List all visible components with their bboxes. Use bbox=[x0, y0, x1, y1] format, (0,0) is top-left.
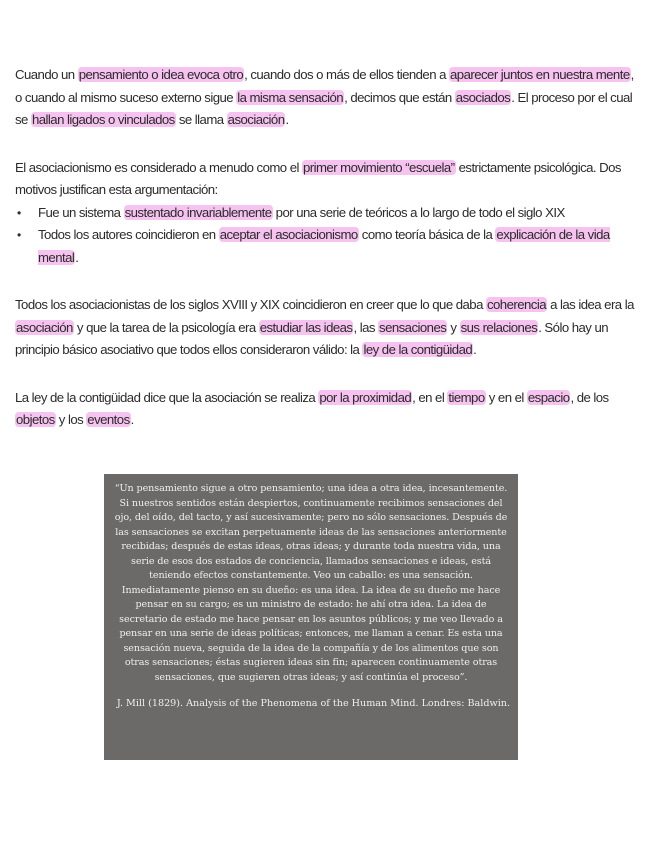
text-run: y los bbox=[55, 412, 87, 427]
bullet-icon: • bbox=[17, 228, 21, 242]
text-run: Todos los asociacionistas de los siglos XVIII y XIX coincidieron en creer que lo que daba bbox=[15, 297, 486, 312]
list-item bbox=[15, 202, 641, 225]
list-item-text bbox=[38, 205, 565, 220]
list-item bbox=[15, 224, 641, 269]
text-run: . bbox=[473, 342, 477, 357]
text-run: , cuando dos o más de ellos tienden a bbox=[244, 67, 450, 82]
text-run: Cuando un bbox=[15, 67, 78, 82]
highlighted-text: pensamiento o idea evoca otro bbox=[78, 67, 244, 82]
text-run: Todos los autores coincidieron en bbox=[38, 227, 219, 242]
highlighted-text: la misma sensación bbox=[237, 89, 344, 105]
bullet-icon: • bbox=[17, 205, 21, 220]
text-run: por una serie de teóricos a lo largo de todo el siglo XIX bbox=[272, 204, 565, 220]
text-run: y que la tarea de la psicología era bbox=[73, 319, 259, 335]
text-run: se llama bbox=[175, 112, 227, 127]
text-run: El asociacionismo es considerado a menudo como el bbox=[15, 159, 302, 175]
text-run: . bbox=[75, 249, 79, 265]
paragraph-definition bbox=[15, 64, 641, 132]
highlighted-text: eventos bbox=[87, 412, 130, 427]
highlighted-text: explicación de la vida mental bbox=[38, 227, 610, 265]
highlighted-text: objetos bbox=[16, 412, 55, 427]
quote-citation: J. Mill (1829). Analysis of the Phenomena of the Human Mind. Londres: Baldwin. bbox=[116, 698, 510, 709]
bullet-list bbox=[15, 202, 641, 270]
text-run: . bbox=[130, 412, 134, 427]
highlighted-text: asociados bbox=[455, 89, 511, 105]
highlighted-text: asociación bbox=[227, 112, 285, 127]
highlighted-text: sus relaciones bbox=[460, 319, 538, 335]
quote-text: “Un pensamiento sigue a otro pensamiento; una idea a otra idea, incesantemente. Si nuestros sentidos están despiertos, continuamente recibimos sensaciones del ojo, del oído, del tacto, y así sucesivamente; pero no sólo sensaciones. Después de las sensaciones se excitan perpetuamente ideas de las sensaciones anteriormente recibidas; después de estas ideas, otras ideas; y durante toda nuestra vida, una serie de esos dos estados de conciencia, llamados sensaciones e ideas, está teniendo efectos constantemente. Veo un caballo: es una sensación. Inmediatamente pienso en su dueño: es una idea. La idea de su dueño me hace pensar en su cargo; es un ministro de estado: he ahí otra idea. La idea de secretario de estado me hace pensar en los asuntos públicos; y me veo llevado a pensar en una serie de ideas políticas; entonces, me llaman a cenar. Es esta una sensación nueva, seguida de la idea de la compañía y de los alimentos que son otras sensaciones; éstas sugieren ideas sin fin; aparecen continuamente otras sensaciones, que sugieren otras ideas; y así continúa el proceso”. bbox=[114, 483, 508, 683]
highlighted-text: aceptar el asociacionismo bbox=[219, 227, 358, 242]
quote-box bbox=[104, 474, 518, 760]
highlighted-text: coherencia bbox=[486, 297, 546, 312]
text-run: Fue un sistema bbox=[38, 204, 124, 220]
highlighted-text: espacio bbox=[527, 389, 570, 405]
highlighted-text: primer movimiento “escuela” bbox=[302, 159, 455, 175]
highlighted-text: estudiar las ideas bbox=[259, 319, 353, 335]
text-run: , o cuando al mismo suceso externo sigue bbox=[15, 67, 634, 105]
text-run: La ley de la contigüidad dice que la asociación se realiza bbox=[15, 389, 319, 405]
highlighted-text: asociación bbox=[16, 319, 73, 335]
highlighted-text: tiempo bbox=[448, 389, 485, 405]
text-run: y en el bbox=[485, 389, 527, 405]
text-run: . bbox=[285, 112, 289, 127]
highlighted-text: sustentado invariablemente bbox=[124, 204, 272, 220]
document-body bbox=[15, 64, 641, 457]
paragraph-asociacionismo bbox=[15, 157, 641, 270]
text-run: y bbox=[447, 319, 460, 335]
highlighted-text: hallan ligados o vinculados bbox=[31, 112, 175, 127]
text-run: , decimos que están bbox=[344, 89, 455, 105]
highlighted-text: aparecer juntos en nuestra mente bbox=[450, 67, 630, 82]
text-run: , de los bbox=[570, 389, 609, 405]
text-run: . El proceso por el cual se bbox=[15, 89, 633, 127]
highlighted-text: sensaciones bbox=[379, 319, 447, 335]
text-run: estrictamente psicológica. Dos motivos justifican esta argumentación: bbox=[15, 159, 621, 197]
highlighted-text: ley de la contigüidad bbox=[363, 342, 473, 357]
text-run: . Sólo hay un principio básico asociativo que todos ellos consideraron válido: la bbox=[15, 319, 609, 357]
paragraph-ley-contiguidad bbox=[15, 387, 641, 432]
paragraph-asociacionistas bbox=[15, 294, 641, 362]
text-run: a las idea era la bbox=[546, 297, 634, 312]
text-run: como teoría básica de la bbox=[358, 227, 496, 242]
paragraph-intro bbox=[15, 157, 641, 202]
text-run: , las bbox=[353, 319, 379, 335]
text-run: , en el bbox=[412, 389, 448, 405]
highlighted-text: por la proximidad bbox=[319, 389, 412, 405]
list-item-text bbox=[38, 227, 610, 265]
